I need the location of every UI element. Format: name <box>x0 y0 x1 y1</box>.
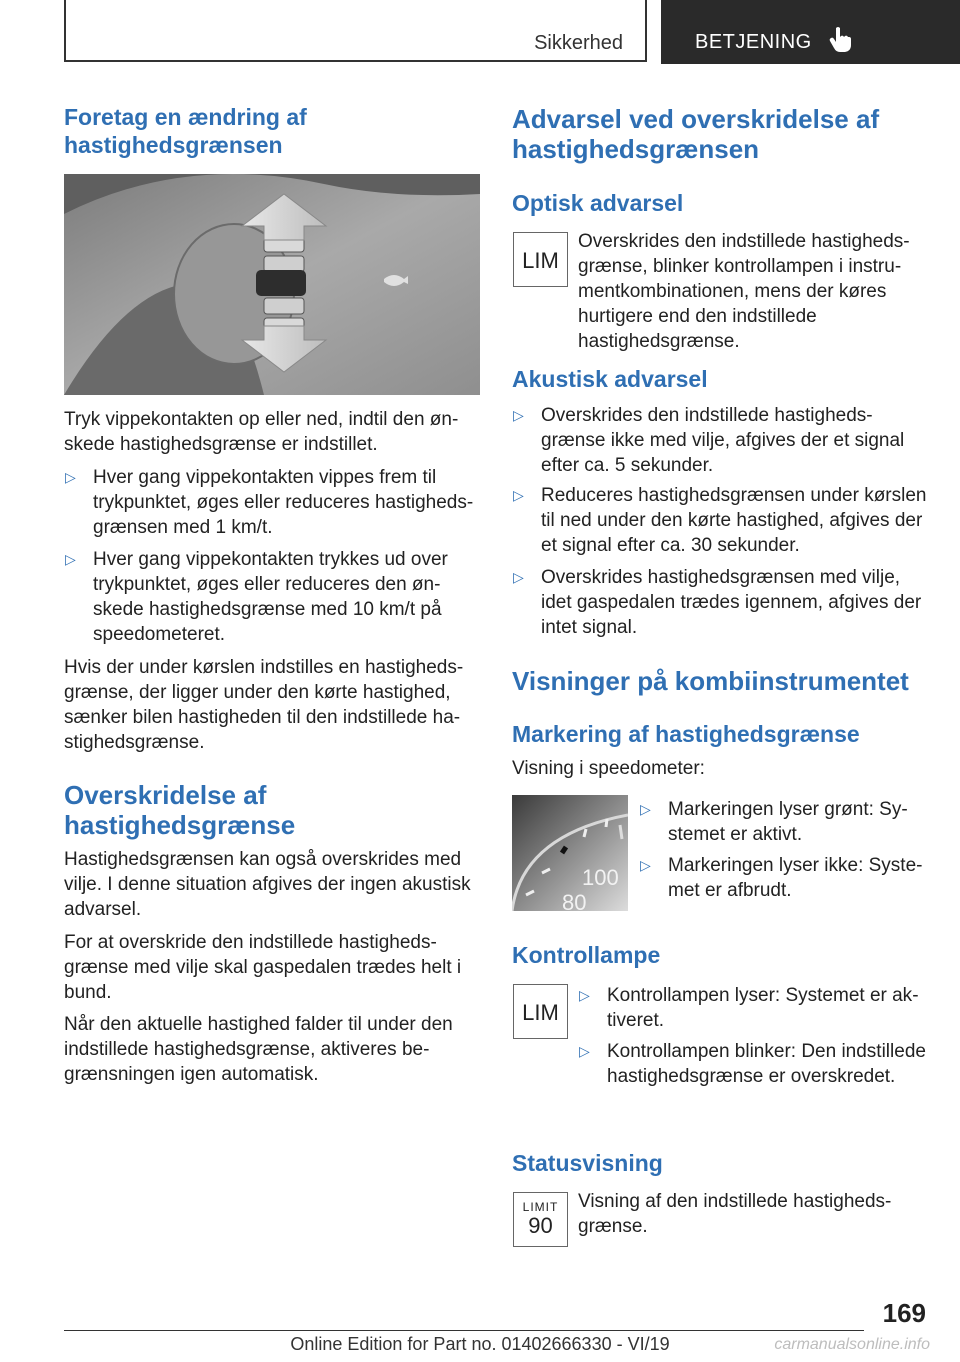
list-item <box>65 465 483 540</box>
bullet-triangle-icon: ▷ <box>579 1043 590 1059</box>
heading-instrument-displays: Visninger på kombiinstrumentet <box>512 666 909 696</box>
bullet-triangle-icon: ▷ <box>640 857 651 873</box>
list-item <box>579 983 927 1033</box>
list-item <box>65 547 478 647</box>
header-section-title: Sikkerhed <box>534 32 623 54</box>
footer-divider <box>64 1330 864 1331</box>
heading-status-display: Statusvisning <box>512 1150 663 1176</box>
list-item <box>513 403 911 478</box>
footer-edition: Online Edition for Part no. 01402666330 - VI/19 <box>290 1334 670 1354</box>
list-item <box>640 853 930 903</box>
lim-indicator-icon <box>513 984 568 1039</box>
limit-status-label: LIMIT <box>522 1200 559 1214</box>
watermark: carmanualsonline.info <box>774 1336 930 1353</box>
paragraph-lower-limit: Hvis der under kørslen indstilles en hastighedsgrænse, der ligger under den kørte hastighed, sænker bilen hastigheden til den indstillede hastighedsgrænse. <box>64 657 464 753</box>
list-item-text: Overskrides den indstillede hastighedsgrænse ikke med vilje, afgives der et signal efter ca. 5 sekunder. <box>541 405 905 476</box>
paragraph-full-throttle: For at overskride den indstillede hastighedsgrænse med vilje skal gaspedalen trædes helt i bund. <box>64 932 462 1003</box>
heading-speed-limit-warning: Advarsel ved overskridelse af hastighedsgrænsen <box>512 104 880 164</box>
bullet-triangle-icon: ▷ <box>513 407 524 423</box>
list-item-text: Markeringen lyser grønt: Systemet er aktivt. <box>668 799 908 845</box>
speedo-label-100: 100 <box>582 865 619 890</box>
list-item-text: Reduceres hastighedsgrænsen under kørslen til ned under den kørte hastighed, afgives der et signal efter ca. 30 sekunder. <box>541 485 927 556</box>
heading-exceeding-limit: Overskridelse af hastighedsgrænse <box>64 780 296 840</box>
lim-indicator-label: LIM <box>522 248 559 273</box>
bullet-triangle-icon: ▷ <box>640 801 651 817</box>
header-section-box <box>64 0 647 62</box>
list-item <box>640 797 928 847</box>
heading-acoustic-warning: Akustisk advarsel <box>512 366 708 392</box>
speedo-label-80: 80 <box>562 890 587 911</box>
bullet-triangle-icon: ▷ <box>65 469 76 485</box>
heading-optical-warning: Optisk advarsel <box>512 190 684 216</box>
lim-indicator-label: LIM <box>522 1000 559 1025</box>
hand-pointer-icon <box>829 26 851 52</box>
list-item-text: Kontrollampen blinker: Den indstillede hastighedsgrænse er overskredet. <box>607 1041 926 1087</box>
limit-status-value: 90 <box>528 1213 553 1238</box>
page-header <box>64 0 960 64</box>
heading-change-limit: Foretag en ændring af hastighedsgrænsen <box>64 104 307 158</box>
header-chapter-tab[interactable] <box>661 0 960 64</box>
bullet-triangle-icon: ▷ <box>513 487 524 503</box>
bullet-triangle-icon: ▷ <box>579 987 590 1003</box>
rocker-switch-illustration <box>64 174 480 395</box>
paragraph-reactivation: Når den aktuelle hastighed falder til under den indstillede hastighedsgrænse, aktiveres begrænsningen igen automatisk. <box>64 1014 453 1085</box>
header-chapter-label: BETJENING <box>695 31 812 53</box>
list-item <box>513 483 931 558</box>
bullet-triangle-icon: ▷ <box>65 551 76 567</box>
heading-indicator-lamp: Kontrollampe <box>512 942 661 968</box>
list-item-text: Markeringen lyser ikke: Systemet er afbrudt. <box>668 855 923 901</box>
limit-status-icon <box>513 1192 568 1247</box>
list-item-text: Hver gang vippekontakten vippes frem til trykpunktet, øges eller reduceres hastighedsgrænsen med 1 km/t. <box>93 467 474 538</box>
paragraph-speedometer-display: Visning i speedometer: <box>512 758 705 779</box>
speedometer-figure <box>512 795 628 911</box>
paragraph-status-display: Visning af den indstillede hastighedsgrænse. <box>578 1191 892 1237</box>
paragraph-press-rocker: Tryk vippekontakten op eller ned, indtil den ønskede hastighedsgrænse er indstillet. <box>64 409 459 455</box>
list-item <box>579 1039 927 1089</box>
steering-wheel-rocker-figure <box>64 174 480 395</box>
paragraph-exceed-intentionally: Hastighedsgrænsen kan også overskrides med vilje. I denne situation afgives der ingen akustisk advarsel. <box>64 849 471 920</box>
page-number: 169 <box>882 1298 926 1328</box>
lim-indicator-icon <box>513 232 568 287</box>
list-item-text: Overskrides hastighedsgrænsen med vilje, idet gaspedalen trædes igennem, afgives der intet signal. <box>541 567 922 638</box>
heading-limit-marking: Markering af hastighedsgrænse <box>512 721 860 747</box>
list-item-text: Kontrollampen lyser: Systemet er aktiveret. <box>607 985 919 1031</box>
paragraph-optical-part1 <box>578 229 918 354</box>
list-item-text: Hver gang vippekontakten trykkes ud over trykpunktet, øges eller reduceres den ønskede hastighedsgrænse med 10 km/t på speedometeret. <box>93 549 448 645</box>
list-item <box>513 565 926 640</box>
bullet-triangle-icon: ▷ <box>513 569 524 585</box>
speedometer-illustration <box>512 795 628 911</box>
paragraph-optical-text: Overskrides den indstillede hastighedsgrænse, blinker kontrollampen i instrumentkombinationen, mens der køres hurtigere end den indstillede hastighedsgrænse. <box>578 231 910 352</box>
